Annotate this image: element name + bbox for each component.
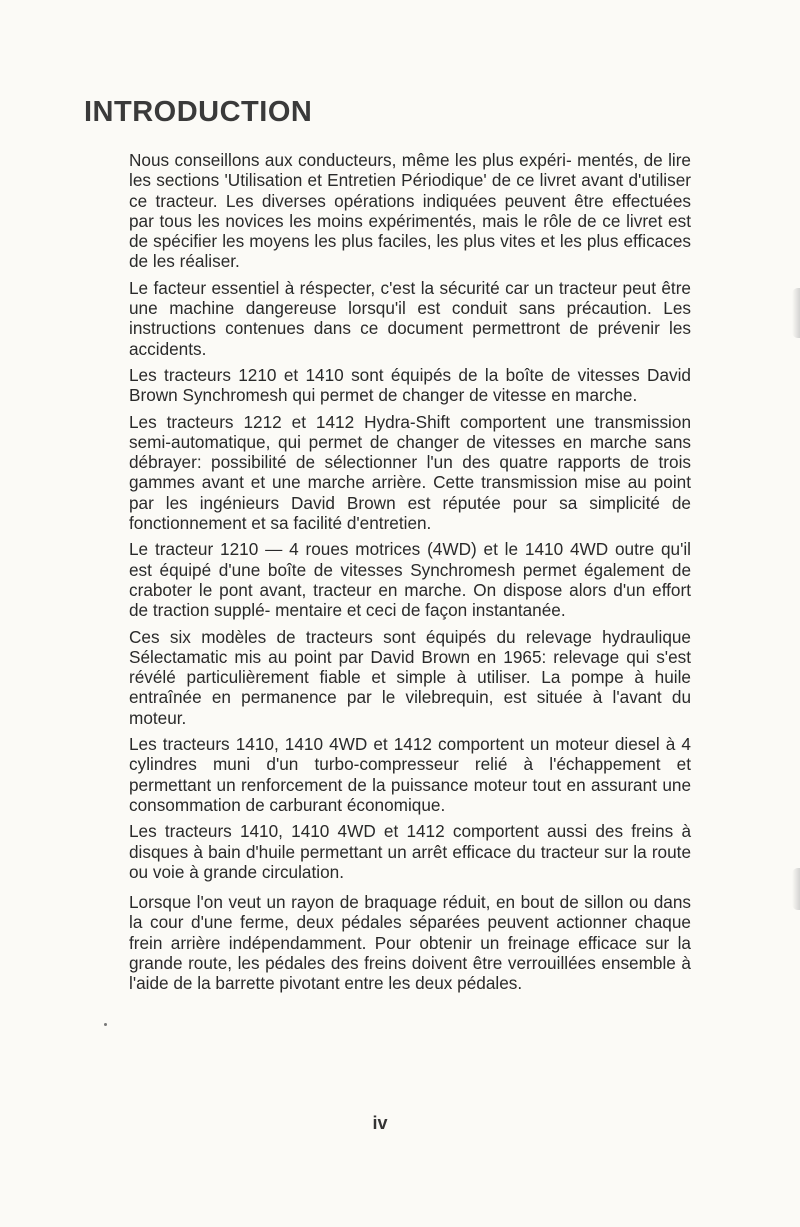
page-edge-shadow xyxy=(792,288,800,338)
page-number: iv xyxy=(372,1113,388,1133)
paragraph-hydra-shift: Les tracteurs 1212 et 1412 Hydra-Shift comportent une transmission semi-automatique, qui permet de changer de vitesses en marche sans débrayer: possibilité de sélectionner l'un des quatre rapports de trois gammes avant et une marche arrière. Cette transmission mise au point par les ingénieurs David Brown est réputée pour sa simplicité de fonctionnement et sa facilité d'entretien. xyxy=(129,411,691,534)
paragraph-reading-advice: Nous conseillons aux conducteurs, même les plus expéri- mentés, de lire les sections 'Utilisation et Entretien Périodique' de ce livret avant d'utiliser ce tracteur. Les diverses opérations indiquées peuvent être effectuées par tous les novices les moins expérimentés, mais le rôle de ce livret est de spécifier les moyens les plus faciles, les plus vites et les plus efficaces de les réaliser. xyxy=(129,150,691,272)
paragraph-synchromesh: Les tracteurs 1210 et 1410 sont équipés de la boîte de vitesses David Brown Synchromesh qui permet de changer de vitesse en marche. xyxy=(129,364,691,406)
paragraph-selectamatic: Ces six modèles de tracteurs sont équipés du relevage hydraulique Sélectamatic mis au point par David Brown en 1965: relevage qui s'est révélé particulièrement fiable et simple à utiliser. La pompe à huile entraînée en permanence par le vilebrequin, est située à l'avant du moteur. xyxy=(129,626,691,728)
paragraph-4wd: Le tracteur 1210 — 4 roues motrices (4WD) et le 1410 4WD outre qu'il est équipé d'une boîte de vitesses Synchromesh permet également de craboter le pont avant, tracteur en marche. On dispose alors d'un effort de traction supplé- mentaire et ceci de façon instantanée. xyxy=(129,539,691,621)
page-heading: INTRODUCTION xyxy=(84,96,313,128)
paragraph-disc-brakes: Les tracteurs 1410, 1410 4WD et 1412 comportent aussi des freins à disques à bain d'huile permettant un arrêt efficace du tracteur sur la route ou voie à grande circulation. xyxy=(129,821,691,882)
body-text xyxy=(129,150,691,1000)
paragraph-safety: Le facteur essentiel à réspecter, c'est la sécurité car un tracteur peut être une machine dangereuse lorsqu'il est conduit sans précaution. Les instructions contenues dans ce document permettront de prévenir les accidents. xyxy=(129,277,691,359)
scan-speck xyxy=(104,1023,107,1026)
paragraph-brake-pedals: Lorsque l'on veut un rayon de braquage réduit, en bout de sillon ou dans la cour d'une ferme, deux pédales séparées peuvent actionner chaque frein arrière indépendamment. Pour obtenir un freinage efficace sur la grande route, les pédales des freins doivent être verrouillées ensemble à l'aide de la barrette pivotant entre les deux pédales. xyxy=(129,892,691,994)
paragraph-turbo: Les tracteurs 1410, 1410 4WD et 1412 comportent un moteur diesel à 4 cylindres muni d'un turbo-compresseur relié à l'échappement et permettant un renforcement de la puissance moteur tout en assurant une consommation de carburant économique. xyxy=(129,734,691,815)
page-edge-shadow xyxy=(792,868,800,910)
